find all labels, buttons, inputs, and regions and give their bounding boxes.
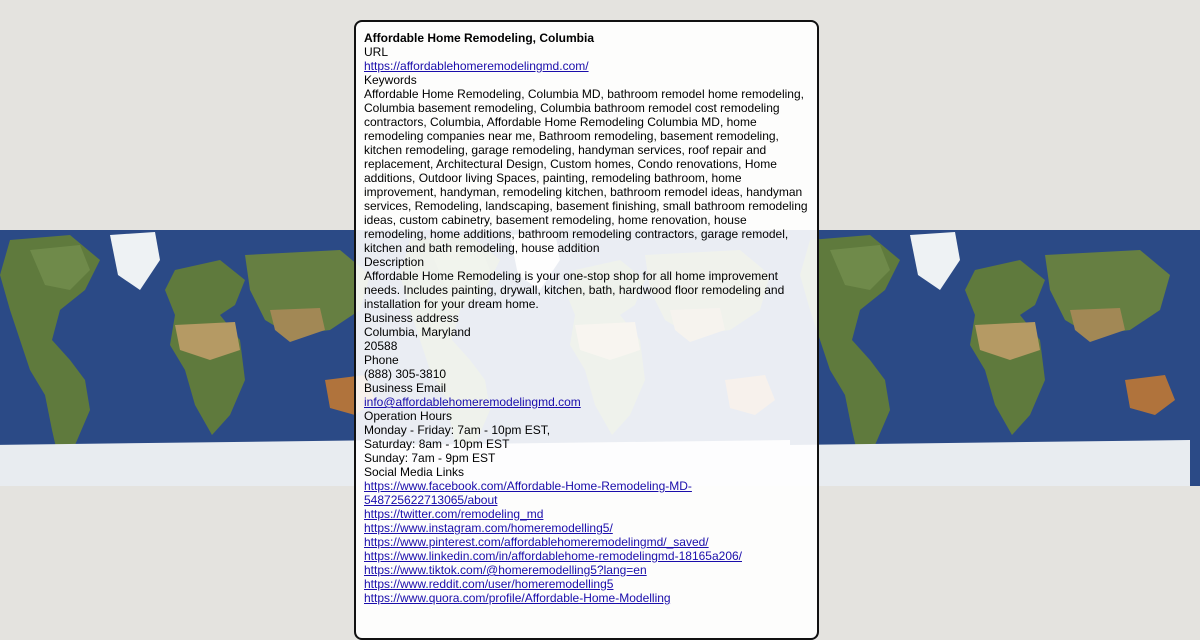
hours-weekday: Monday - Friday: 7am - 10pm EST,	[364, 423, 551, 437]
facebook-link[interactable]: https://www.facebook.com/Affordable-Home-Remodeling-MD-548725622713065/about	[364, 479, 692, 507]
address-zip: 20588	[364, 339, 398, 353]
twitter-link[interactable]: https://twitter.com/remodeling_md	[364, 507, 544, 521]
linkedin-link[interactable]: https://www.linkedin.com/in/affordablehome-remodelingmd-18165a206/	[364, 549, 742, 563]
reddit-link[interactable]: https://www.reddit.com/user/homeremodelling5	[364, 577, 614, 591]
keywords-label: Keywords	[364, 73, 417, 87]
hours-label: Operation Hours	[364, 409, 453, 423]
keywords-text: Affordable Home Remodeling, Columbia MD, bathroom remodel home remodeling, Columbia basement remodeling, Columbia bathroom remodel cost remodeling contractors, Columbia, Affordable Home Remodeling Columbia MD, home remodeling companies near me, Bathroom remodeling, basement remodeling, kitchen remodeling, garage remodeling, handyman services, roof repair and replacement, Architectural Design, Custom homes, Condo renovations, Home additions, Outdoor living Spaces, painting, remodeling bathroom, home improvement, handyman, remodeling kitchen, bathroom remodel ideas, handyman services, Remodeling, landscaping, basement finishing, small bathroom remodeling ideas, custom cabinetry, basement remodeling, home renovation, house remodeling, home additions, bathroom remodeling contractors, garage remodel, kitchen and bath remodeling, house addition	[364, 87, 808, 255]
quora-link[interactable]: https://www.quora.com/profile/Affordable-Home-Modelling	[364, 591, 671, 605]
description-text: Affordable Home Remodeling is your one-stop shop for all home improvement needs. Includes painting, drywall, kitchen, bath, hardwood floor remodeling and installation for your dream home.	[364, 269, 785, 311]
pinterest-link[interactable]: https://www.pinterest.com/affordablehomeremodelingmd/_saved/	[364, 535, 709, 549]
phone-label: Phone	[364, 353, 399, 367]
hours-saturday: Saturday: 8am - 10pm EST	[364, 437, 510, 451]
business-listing-card	[354, 20, 819, 640]
social-label: Social Media Links	[364, 465, 465, 479]
business-title: Affordable Home Remodeling, Columbia	[364, 31, 595, 45]
instagram-link[interactable]: https://www.instagram.com/homeremodelling5/	[364, 521, 613, 535]
url-label: URL	[364, 45, 389, 59]
website-link[interactable]: https://affordablehomeremodelingmd.com/	[364, 59, 589, 73]
email-link[interactable]: info@affordablehomeremodelingmd.com	[364, 395, 581, 409]
phone-number: (888) 305-3810	[364, 367, 447, 381]
address-city: Columbia, Maryland	[364, 325, 471, 339]
description-label: Description	[364, 255, 425, 269]
email-label: Business Email	[364, 381, 447, 395]
tiktok-link[interactable]: https://www.tiktok.com/@homeremodelling5?lang=en	[364, 563, 647, 577]
address-label: Business address	[364, 311, 459, 325]
hours-sunday: Sunday: 7am - 9pm EST	[364, 451, 496, 465]
